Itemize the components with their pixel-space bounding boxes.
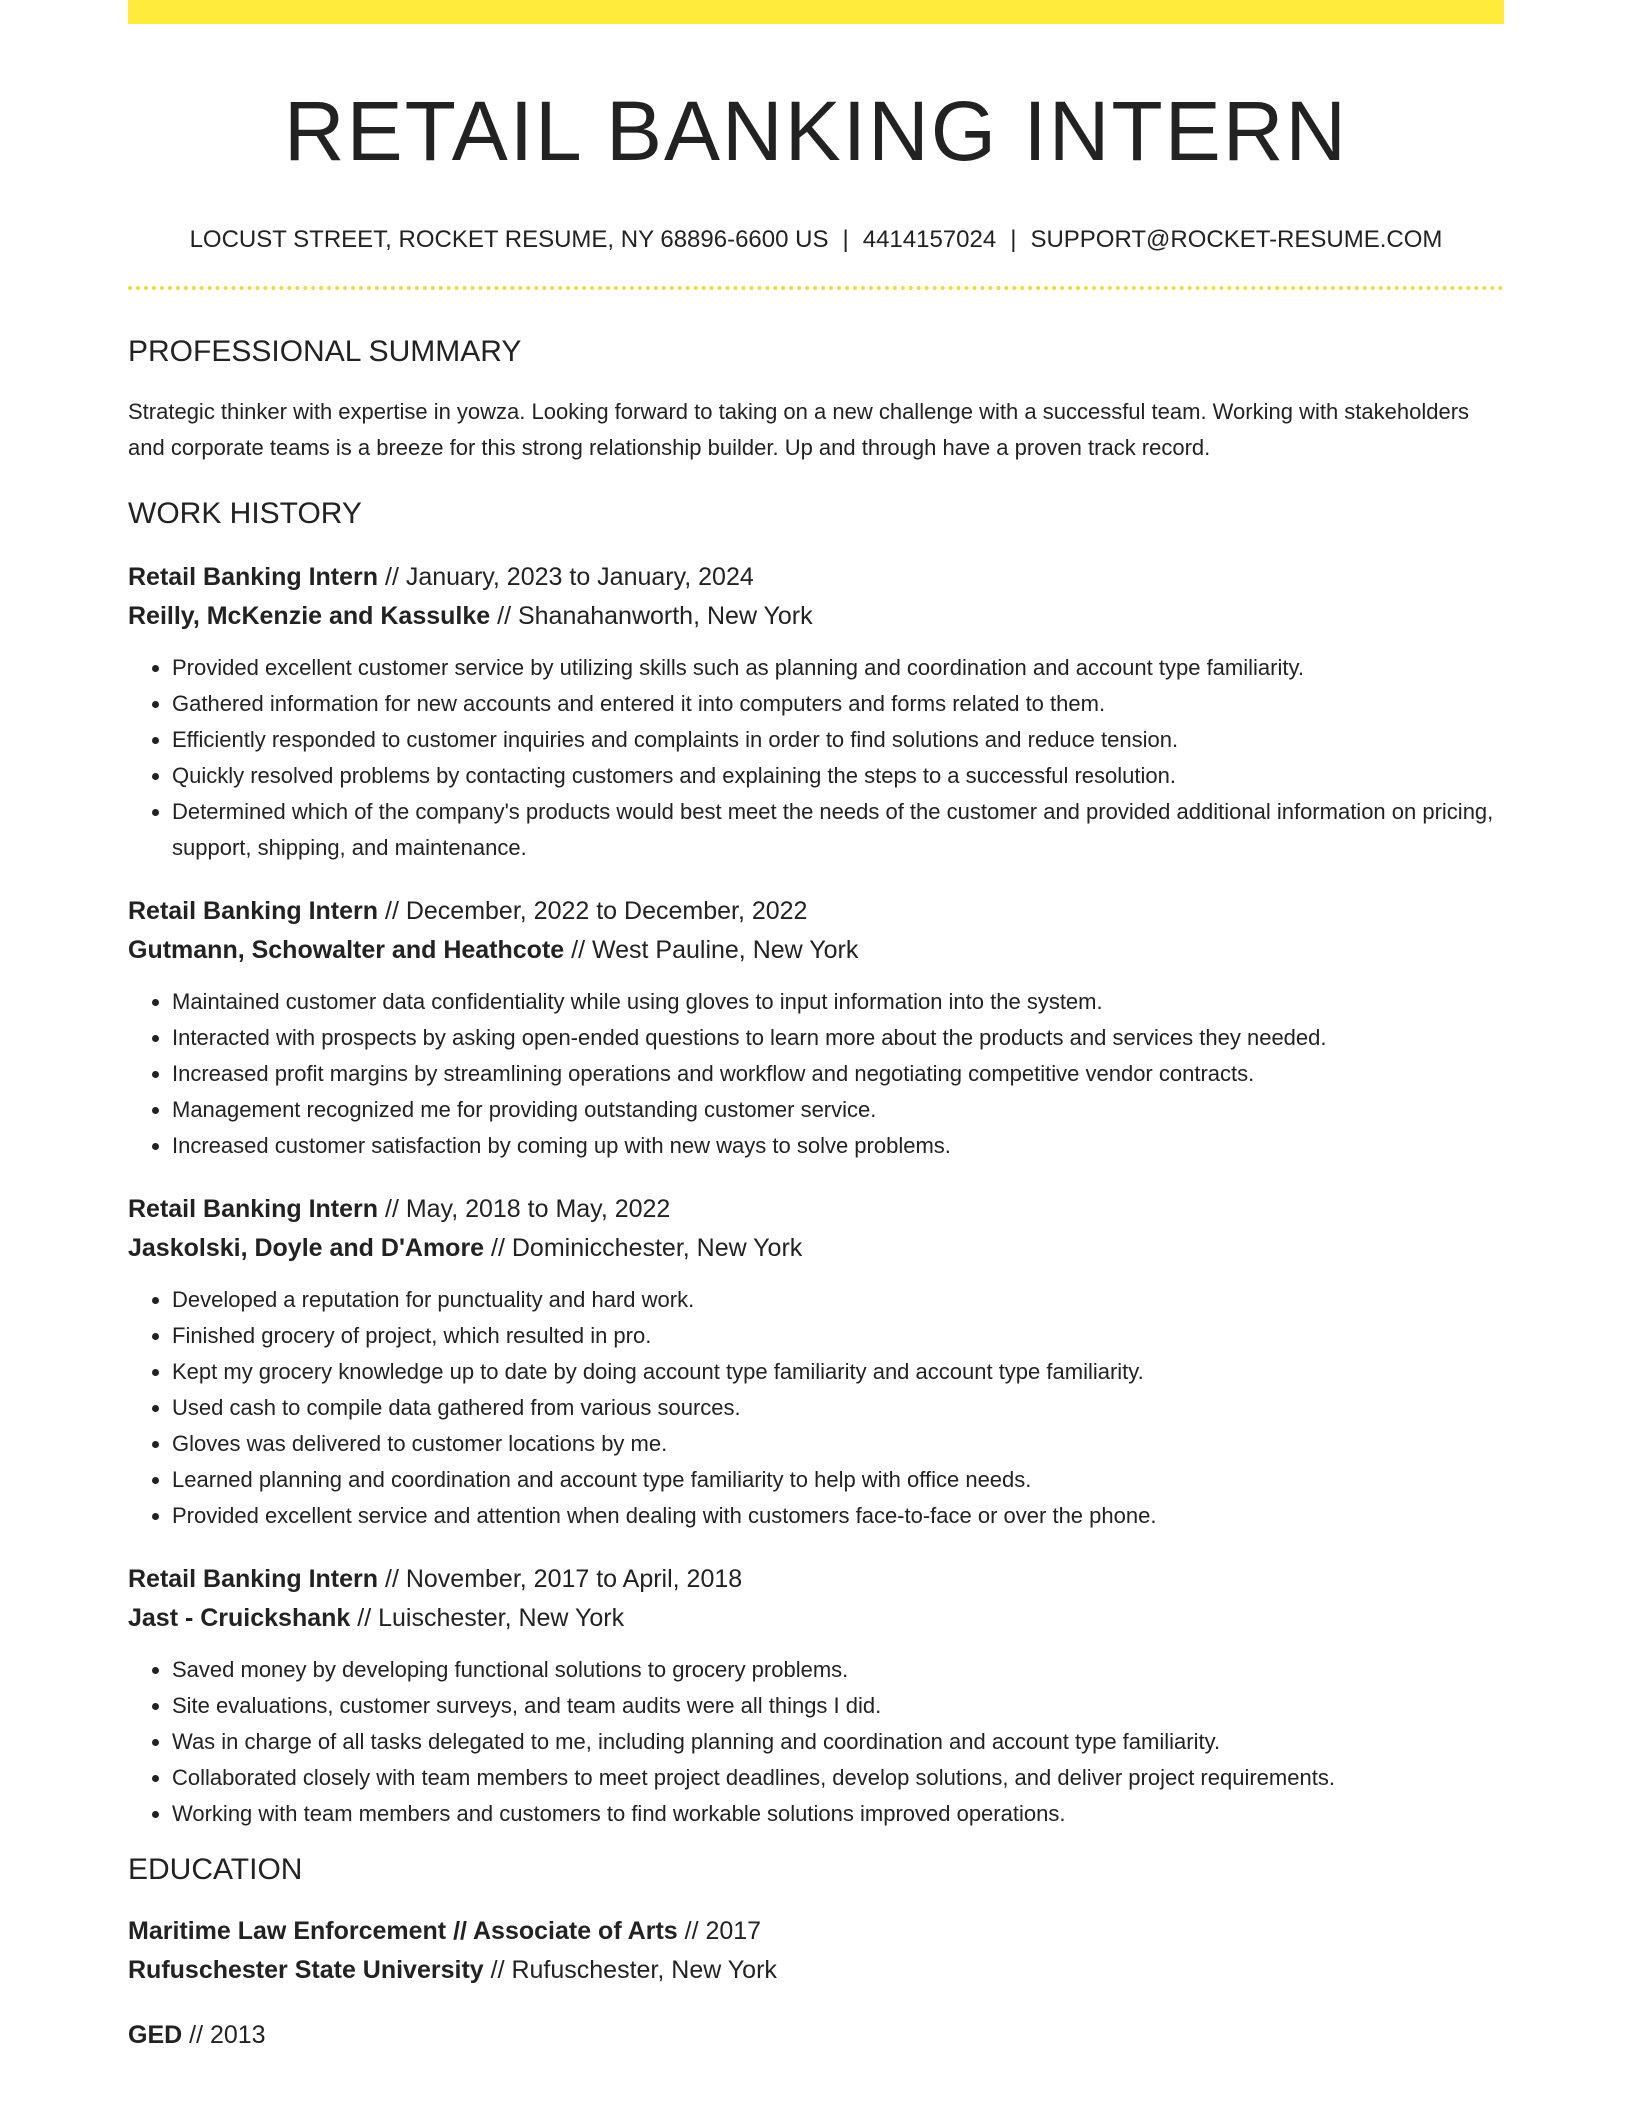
job-location: // Shanahanworth, New York (490, 602, 813, 630)
job-bullet: • Gloves was delivered to customer locations by me. (172, 1426, 1504, 1462)
job-bullet: • Working with team members and customers to find workable solutions improved operations. (172, 1796, 1504, 1832)
job-bullet: • Gathered information for new accounts and entered it into computers and forms related to them. (172, 686, 1504, 722)
job-bullet: • Determined which of the company's products would best meet the needs of the customer and provided additional information on pricing, support, shipping, and maintenance. (172, 794, 1504, 866)
education-heading: EDUCATION (128, 1853, 303, 1886)
summary-text: Strategic thinker with expertise in yowza. Looking forward to taking on a new challenge with a successful team. Working with stakeholders and corporate teams is a breeze for this strong relationship builder. Up and through have a proven track record. (128, 399, 1470, 460)
job-entry (128, 558, 1504, 866)
job-role: Retail Banking Intern (128, 1565, 379, 1593)
contact-separator: | (1010, 226, 1017, 253)
job-role: Retail Banking Intern (128, 563, 379, 591)
job-bullet: • Learned planning and coordination and account type familiarity to help with office needs. (172, 1462, 1504, 1498)
job-role-line (128, 1560, 1504, 1599)
contact-separator: | (842, 226, 849, 253)
job-role: Retail Banking Intern (128, 1195, 379, 1223)
job-bullet: • Provided excellent customer service by utilizing skills such as planning and coordination and account type familiarity. (172, 650, 1504, 686)
job-bullet: • Increased customer satisfaction by coming up with new ways to solve problems. (172, 1128, 1504, 1164)
education-year: // 2013 (182, 2021, 266, 2049)
job-company: Jaskolski, Doyle and D'Amore (128, 1234, 485, 1262)
job-dates: // December, 2022 to December, 2022 (378, 897, 808, 925)
job-company-line (128, 1229, 1504, 1268)
education-year: // 2017 (677, 1917, 762, 1945)
summary-heading: PROFESSIONAL SUMMARY (128, 335, 522, 368)
resume-title: RETAIL BANKING INTERN (283, 84, 1349, 178)
job-company-line (128, 1599, 1504, 1638)
job-role-line (128, 892, 1504, 931)
job-entry (128, 892, 1504, 1164)
education-degree: Maritime Law Enforcement // Associate of Arts (128, 1917, 678, 1945)
dotted-divider (128, 286, 1504, 290)
job-bullet: • Used cash to compile data gathered from various sources. (172, 1390, 1504, 1426)
education-degree-line (128, 2016, 1504, 2055)
job-bullet: • Provided excellent service and attention when dealing with customers face-to-face or over the phone. (172, 1498, 1504, 1534)
job-role-line (128, 1190, 1504, 1229)
contact-phone: 4414157024 (862, 226, 997, 253)
job-bullet: • Efficiently responded to customer inquiries and complaints in order to find solutions and reduce tension. (172, 722, 1504, 758)
job-bullet: • Kept my grocery knowledge up to date by doing account type familiarity and account type familiarity. (172, 1354, 1504, 1390)
job-bullet: • Was in charge of all tasks delegated to me, including planning and coordination and account type familiarity. (172, 1724, 1504, 1760)
job-bullet: • Saved money by developing functional solutions to grocery problems. (172, 1652, 1504, 1688)
job-bullets (128, 984, 1504, 1164)
job-company-line (128, 931, 1504, 970)
job-company: Gutmann, Schowalter and Heathcote (128, 936, 565, 964)
work-history-heading: WORK HISTORY (128, 497, 362, 530)
job-bullet: • Interacted with prospects by asking open-ended questions to learn more about the products and services they needed. (172, 1020, 1504, 1056)
job-bullet: • Developed a reputation for punctuality and hard work. (172, 1282, 1504, 1318)
job-dates: // November, 2017 to April, 2018 (378, 1565, 743, 1593)
education-school-line (128, 1951, 1504, 1990)
education-degree: GED (128, 2021, 183, 2049)
education-entry (128, 2016, 1504, 2055)
job-dates: // January, 2023 to January, 2024 (378, 563, 754, 591)
resume-page (128, 0, 1504, 2055)
job-company: Jast - Cruickshank (128, 1604, 351, 1632)
contact-address: LOCUST STREET, ROCKET RESUME, NY 68896-6600 US (189, 226, 829, 253)
education-entry (128, 1912, 1504, 1990)
job-entry (128, 1190, 1504, 1534)
job-location: // Dominicchester, New York (484, 1234, 803, 1262)
job-bullet: • Management recognized me for providing outstanding customer service. (172, 1092, 1504, 1128)
job-company: Reilly, McKenzie and Kassulke (128, 602, 491, 630)
job-role-line (128, 558, 1504, 597)
job-bullets (128, 1652, 1504, 1832)
job-dates: // May, 2018 to May, 2022 (378, 1195, 671, 1223)
job-bullet: • Finished grocery of project, which resulted in pro. (172, 1318, 1504, 1354)
job-bullet: • Collaborated closely with team members to meet project deadlines, develop solutions, and deliver project requirements. (172, 1760, 1504, 1796)
education-school: Rufuschester State University (128, 1956, 484, 1984)
job-bullet: • Quickly resolved problems by contacting customers and explaining the steps to a successful resolution. (172, 758, 1504, 794)
contact-email: SUPPORT@ROCKET-RESUME.COM (1030, 226, 1443, 253)
contact-line (128, 224, 1504, 256)
education-degree-line (128, 1912, 1504, 1951)
job-entry (128, 1560, 1504, 1832)
job-company-line (128, 597, 1504, 636)
job-location: // Luischester, New York (350, 1604, 625, 1632)
job-bullets (128, 650, 1504, 866)
job-bullet: • Site evaluations, customer surveys, and team audits were all things I did. (172, 1688, 1504, 1724)
job-bullet: • Maintained customer data confidentiality while using gloves to input information into the system. (172, 984, 1504, 1020)
education-location: // Rufuschester, New York (483, 1956, 777, 1984)
job-location: // West Pauline, New York (564, 936, 859, 964)
job-role: Retail Banking Intern (128, 897, 379, 925)
job-bullet: • Increased profit margins by streamlining operations and workflow and negotiating competitive vendor contracts. (172, 1056, 1504, 1092)
job-bullets (128, 1282, 1504, 1534)
